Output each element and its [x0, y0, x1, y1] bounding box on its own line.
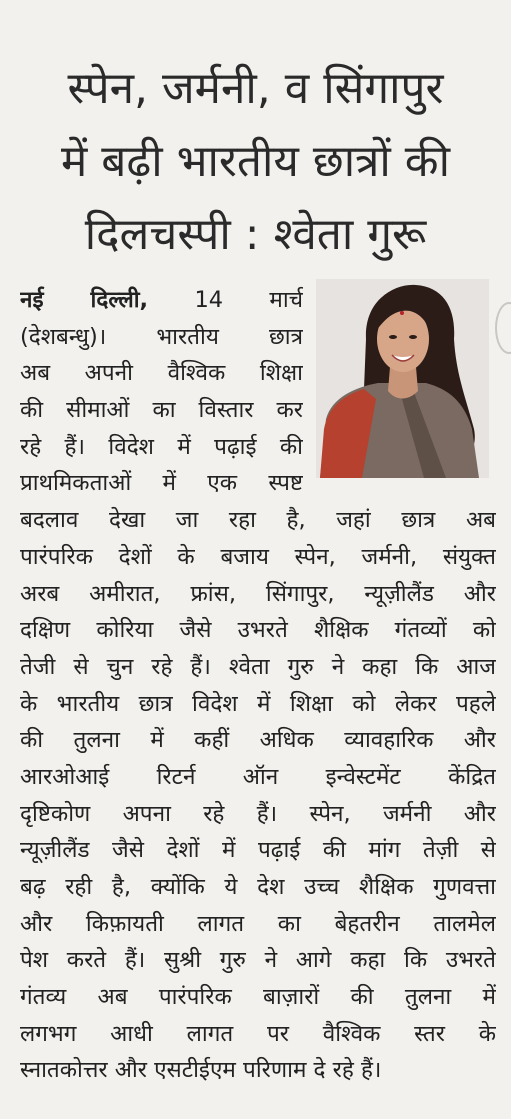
headline-line: में बढ़ी भारतीय छात्रों की — [61, 136, 450, 187]
article-line: की सीमाओं का विस्तार कर — [20, 397, 303, 424]
article-line: के भारतीय छात्र विदेश में शिक्षा को लेकर पहले — [20, 690, 496, 717]
article-line: गंतव्य अब पारंपरिक बाज़ारों की तुलना में — [20, 984, 496, 1011]
article-line: पारंपरिक देशों के बजाय स्पेन, जर्मनी, संयुक्त — [20, 543, 496, 570]
article-line: तेजी से चुन रहे हैं। श्वेता गुरु ने कहा कि आज — [20, 653, 496, 680]
page-edge-mark — [495, 302, 511, 354]
article-line: बढ़ रही है, क्योंकि ये देश उच्च शैक्षिक गुणवत्ता — [20, 874, 496, 900]
article-line: बदलाव देखा जा रहा है, जहां छात्र अब — [20, 507, 496, 534]
article-line: की तुलना में कहीं अधिक व्यावहारिक और — [20, 727, 496, 754]
article-line: स्नातकोत्तर और एसटीईएम परिणाम दे रहे हैं। — [20, 1057, 382, 1084]
article-line — [20, 282, 303, 319]
article-line: आरओआई रिटर्न ऑन इन्वेस्टमेंट केंद्रित — [20, 763, 496, 790]
article-line: लगभग आधी लागत पर वैश्विक स्तर के — [20, 1020, 496, 1047]
article-line: न्यूज़ीलैंड जैसे देशों में पढ़ाई की मांग तेज़ी से — [20, 837, 496, 864]
article-body — [20, 282, 496, 1089]
article-line: दक्षिण कोरिया जैसे उभरते शैक्षिक गंतव्यों को — [20, 617, 496, 644]
article-line: प्राथमिकताओं में एक स्पष्ट — [20, 470, 303, 497]
headline-line: स्पेन, जर्मनी, व सिंगापुर — [67, 63, 444, 114]
headline-line: दिलचस्पी : श्वेता गुरू — [84, 209, 427, 260]
article-line: (देशबन्धु)। भारतीय छात्र — [20, 323, 303, 350]
article-line: और किफ़ायती लागत का बेहतरीन तालमेल — [20, 910, 496, 937]
headline — [0, 52, 511, 271]
date: 14 मार्च — [148, 287, 303, 313]
dateline: नई दिल्ली, — [20, 287, 149, 313]
article-line: रहे हैं। विदेश में पढ़ाई की — [20, 433, 303, 460]
article-line: अब अपनी वैश्विक शिक्षा — [20, 360, 303, 387]
article-line: पेश करते हैं। सुश्री गुरु ने आगे कहा कि उभरते — [20, 947, 496, 974]
article-line: दृष्टिकोण अपना रहे हैं। स्पेन, जर्मनी और — [20, 800, 496, 827]
article-line: अरब अमीरात, फ्रांस, सिंगापुर, न्यूज़ीलैंड और — [20, 580, 496, 607]
